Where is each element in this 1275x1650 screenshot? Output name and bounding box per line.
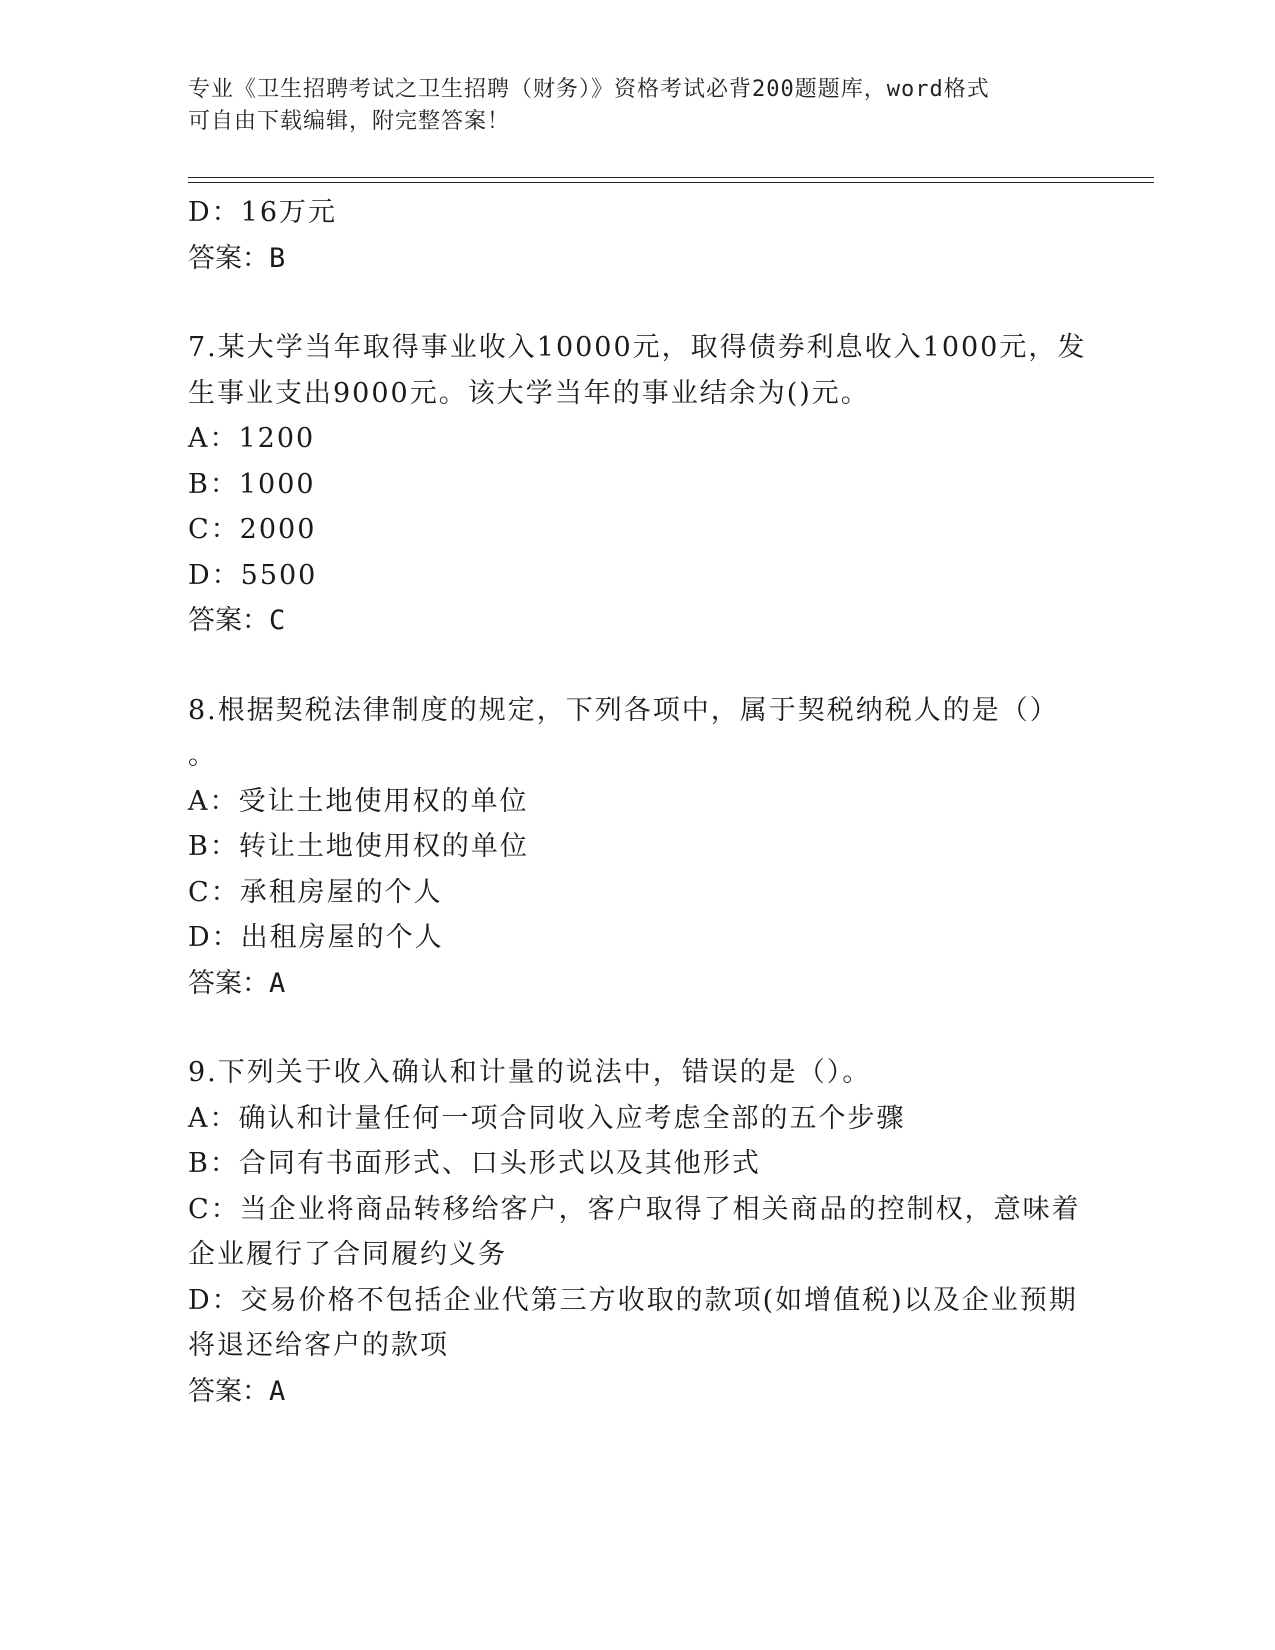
question-text: 9.下列关于收入确认和计量的说法中，错误的是（）。	[188, 1057, 872, 1088]
answer-line: 答案：A	[188, 1375, 286, 1407]
document-header	[188, 74, 1068, 138]
question-text: 8.根据契税法律制度的规定，下列各项中，属于契税纳税人的是（）	[188, 694, 1059, 726]
answer-line: 答案：B	[188, 242, 286, 274]
header-line-2: 可自由下载编辑，附完整答案！	[188, 109, 511, 134]
option-a: A：1200	[188, 423, 316, 454]
option-d: D：出租房屋的个人	[188, 922, 444, 953]
option-a: A：确认和计量任何一项合同收入应考虑全部的五个步骤	[188, 1102, 906, 1134]
option-b: B：转让土地使用权的单位	[188, 831, 529, 862]
option-d: D：5500	[188, 559, 318, 591]
option-b: B：合同有书面形式、口头形式以及其他形式	[188, 1148, 761, 1179]
question-text: 生事业支出9000元。该大学当年的事业结余为()元。	[188, 377, 870, 409]
question-list	[188, 190, 1088, 1414]
option-c: C：当企业将商品转移给客户，客户取得了相关商品的控制权，意味着	[188, 1193, 1081, 1225]
option-d: D：交易价格不包括企业代第三方收取的款项(如增值税)以及企业预期	[188, 1284, 1078, 1316]
option-d: D：16万元	[188, 197, 338, 228]
option-c: C：2000	[188, 514, 317, 545]
option-a: A：受让土地使用权的单位	[188, 785, 529, 817]
question-block	[188, 1050, 1088, 1414]
header-divider-bottom	[188, 182, 1154, 183]
option-d-continuation: 将退还给客户的款项	[188, 1330, 449, 1361]
question-text: 。	[188, 740, 217, 771]
option-c: C：承租房屋的个人	[188, 876, 443, 908]
question-block	[188, 325, 1088, 644]
header-divider-top	[188, 177, 1154, 178]
header-line-1: 专业《卫生招聘考试之卫生招聘（财务）》资格考试必背200题题库，word格式	[188, 77, 990, 102]
question-block	[188, 688, 1088, 1007]
question-block	[188, 190, 1088, 281]
answer-line: 答案：A	[188, 967, 286, 999]
option-b: B：1000	[188, 468, 316, 500]
option-c-continuation: 企业履行了合同履约义务	[188, 1239, 507, 1270]
question-text: 7.某大学当年取得事业收入10000元，取得债券利息收入1000元，发	[188, 332, 1087, 363]
answer-line: 答案：C	[188, 605, 286, 636]
